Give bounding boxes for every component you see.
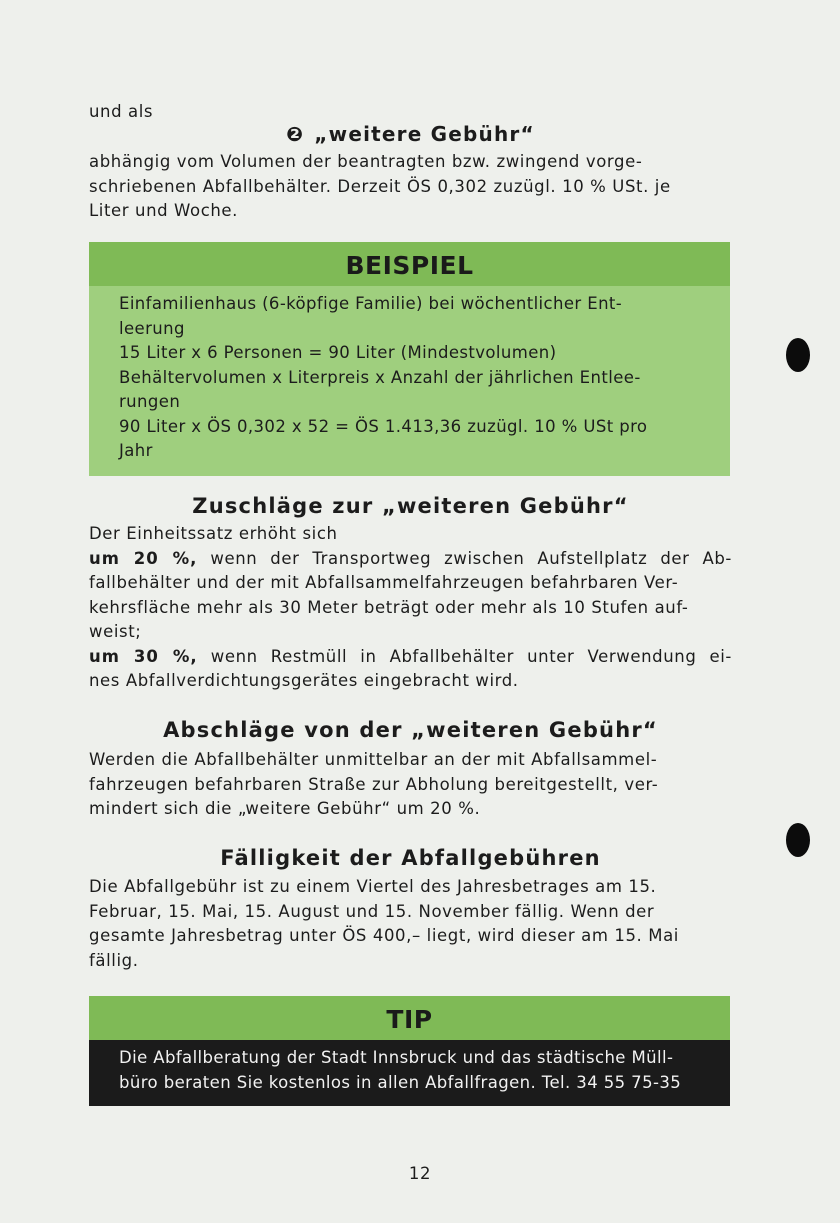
number-two-icon: ❷ xyxy=(286,122,305,146)
surcharge-item-30 xyxy=(89,645,732,670)
discounts-body xyxy=(89,748,732,822)
surcharge-30-text: wenn Restmüll in Abfallbehälter unter Verwendung ei- xyxy=(210,646,732,666)
discount-line: fahrzeugen befahrbaren Straße zur Abholung bereitgestellt, ver- xyxy=(89,774,659,794)
discount-line: mindert sich die „weitere Gebühr“ um 20 %. xyxy=(89,799,481,818)
surcharges-title: Zuschläge zur „weiteren Gebühr“ xyxy=(192,494,629,518)
example-line: 15 Liter x 6 Personen = 90 Liter (Mindestvolumen) xyxy=(119,343,557,362)
body-line: abhängig vom Volumen der beantragten bzw. zwingend vorge- xyxy=(89,152,643,171)
tip-box xyxy=(89,1040,730,1106)
example-line: Jahr xyxy=(119,441,153,460)
example-line: Behältervolumen x Literpreis x Anzahl der jährlichen Entlee- xyxy=(119,367,641,387)
tip-line: büro beraten Sie kostenlos in allen Abfallfragen. Tel. 34 55 75-35 xyxy=(119,1072,682,1092)
punch-hole xyxy=(786,338,810,372)
due-line: gesamte Jahresbetrag unter ÖS 400,– liegt, wird dieser am 15. Mai xyxy=(89,926,679,945)
surcharges-body xyxy=(89,522,732,694)
surcharge-line: nes Abfallverdichtungsgerätes eingebracht wird. xyxy=(89,671,519,690)
discounts-title: Abschläge von der „weiteren Gebühr“ xyxy=(163,718,658,742)
due-line: Februar, 15. Mai, 15. August und 15. November fällig. Wenn der xyxy=(89,901,655,921)
due-body xyxy=(89,875,732,973)
surcharge-20-text: wenn der Transportweg zwischen Aufstellplatz der Ab- xyxy=(210,548,732,568)
example-line: Einfamilienhaus (6-köpfige Familie) bei wöchentlicher Ent- xyxy=(119,294,623,313)
body-line: schriebenen Abfallbehälter. Derzeit ÖS 0,302 zuzügl. 10 % USt. je xyxy=(89,176,671,196)
due-title: Fälligkeit der Abfallgebühren xyxy=(220,846,601,870)
tip-line: Die Abfallberatung der Stadt Innsbruck und das städtische Müll- xyxy=(119,1048,674,1067)
surcharge-line: kehrsfläche mehr als 30 Meter beträgt oder mehr als 10 Stufen auf- xyxy=(89,597,689,617)
surcharge-line: weist; xyxy=(89,622,142,641)
surcharges-intro: Der Einheitssatz erhöht sich xyxy=(89,524,338,543)
due-line: Die Abfallgebühr ist zu einem Viertel des Jahresbetrages am 15. xyxy=(89,877,657,896)
discount-line: Werden die Abfallbehälter unmittelbar an der mit Abfallsammel- xyxy=(89,750,658,769)
surcharge-line: fallbehälter und der mit Abfallsammelfahrzeugen befahrbaren Ver- xyxy=(89,573,679,592)
section2-title: „weitere Gebühr“ xyxy=(314,122,535,146)
punch-hole xyxy=(786,823,810,857)
body-line: Liter und Woche. xyxy=(89,201,239,220)
surcharge-20-label: um 20 %, xyxy=(89,548,198,568)
tip-heading: TIP xyxy=(89,996,730,1040)
due-line: fällig. xyxy=(89,950,139,970)
example-line: 90 Liter x ÖS 0,302 x 52 = ÖS 1.413,36 zuzügl. 10 % USt pro xyxy=(119,416,648,436)
example-heading: BEISPIEL xyxy=(89,242,730,286)
intro-text: und als xyxy=(89,102,154,121)
section2-heading xyxy=(89,122,732,146)
section2-body xyxy=(89,150,732,224)
page-number: 12 xyxy=(408,1164,432,1183)
surcharge-item-20 xyxy=(89,547,732,572)
example-line: leerung xyxy=(119,318,185,338)
example-line: rungen xyxy=(119,392,181,411)
example-box xyxy=(89,286,730,476)
surcharge-30-label: um 30 %, xyxy=(89,646,198,666)
